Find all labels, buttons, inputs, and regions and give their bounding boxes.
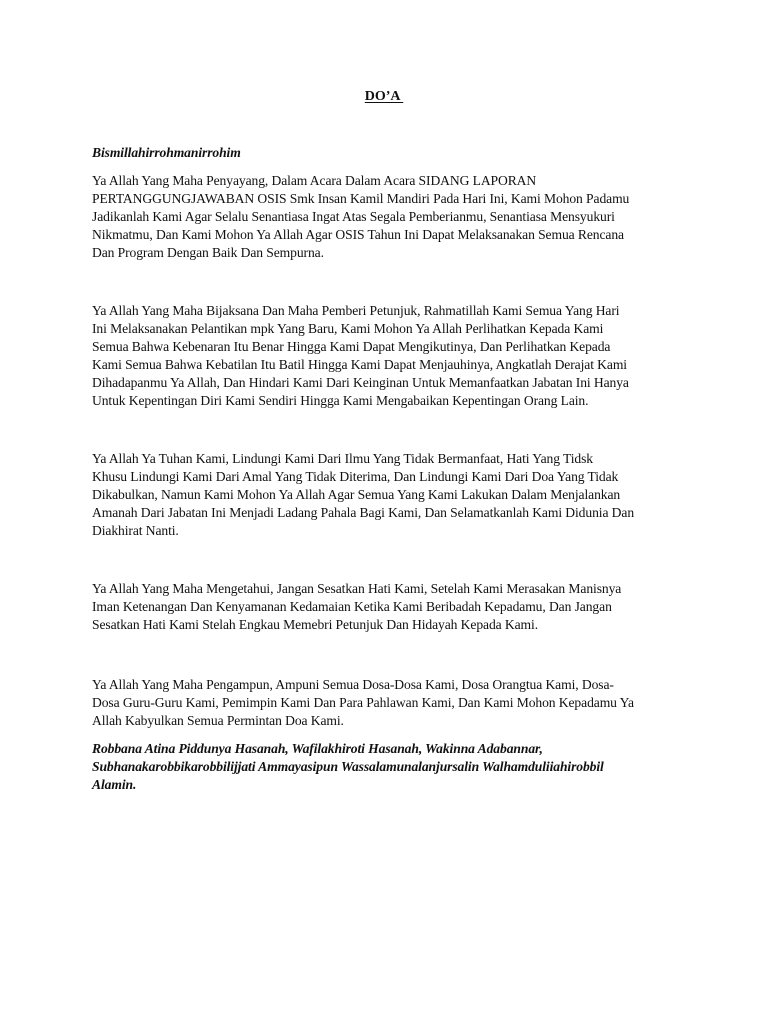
paragraph-1 [92, 172, 682, 262]
opening-text: Bismillahirrohmanirrohim [92, 145, 241, 160]
paragraph-line: Semua Bahwa Kebenaran Itu Benar Hingga Kami Dapat Mengikutinya, Dan Perlihatkan Kepada [92, 339, 611, 354]
paragraph-2 [92, 302, 682, 410]
closing-line: Subhanakarobbikarobbilijjati Ammayasipun Wassalamunalanjursalin Walhamduliiahirobbil [92, 759, 604, 774]
paragraph-line: Ya Allah Yang Maha Penyayang, Dalam Acara Dalam Acara SIDANG LAPORAN [92, 173, 537, 188]
paragraph-3 [92, 450, 682, 540]
document-title: DO’A [364, 89, 404, 104]
paragraph-line: Kami Semua Bahwa Kebatilan Itu Batil Hingga Kami Dapat Menjauhinya, Angkatlah Derajat Kami [92, 357, 627, 372]
opening-line [92, 144, 682, 162]
paragraph-4 [92, 580, 682, 634]
paragraph-line: Ya Allah Yang Maha Pengampun, Ampuni Semua Dosa-Dosa Kami, Dosa Orangtua Kami, Dosa- [92, 677, 614, 692]
paragraph-line: Ya Allah Yang Maha Mengetahui, Jangan Sesatkan Hati Kami, Setelah Kami Merasakan Manisnya [92, 581, 622, 596]
paragraph-line: Khusu Lindungi Kami Dari Amal Yang Tidak Diterima, Dan Lindungi Kami Dari Doa Yang Tidak [92, 469, 619, 484]
paragraph-line: Ini Melaksanakan Pelantikan mpk Yang Baru, Kami Mohon Ya Allah Perlihatkan Kepada Kami [92, 321, 604, 336]
paragraph-line: PERTANGGUNGJAWABAN OSIS Smk Insan Kamil Mandiri Pada Hari Ini, Kami Mohon Padamu [92, 191, 630, 206]
paragraph-line: Dan Program Dengan Baik Dan Sempurna. [92, 245, 324, 260]
closing-prayer [92, 740, 682, 794]
paragraph-line: Amanah Dari Jabatan Ini Menjadi Ladang Pahala Bagi Kami, Dan Selamatkanlah Kami Didunia Dan [92, 505, 635, 520]
paragraph-line: Dosa Guru-Guru Kami, Pemimpin Kami Dan Para Pahlawan Kami, Dan Kami Mohon Kepadamu Ya [92, 695, 634, 710]
closing-line: Robbana Atina Piddunya Hasanah, Wafilakhiroti Hasanah, Wakinna Adabannar, [92, 741, 543, 756]
paragraph-5 [92, 676, 682, 730]
paragraph-line: Diakhirat Nanti. [92, 523, 179, 538]
closing-line: Alamin. [92, 777, 137, 792]
paragraph-line: Dikabulkan, Namun Kami Mohon Ya Allah Agar Semua Yang Kami Lakukan Dalam Menjalankan [92, 487, 621, 502]
paragraph-line: Dihadapanmu Ya Allah, Dan Hindari Kami Dari Keinginan Untuk Memanfaatkan Jabatan Ini Hanya [92, 375, 629, 390]
paragraph-line: Untuk Kepentingan Diri Kami Sendiri Hingga Kami Mengabaikan Kepentingan Orang Lain. [92, 393, 589, 408]
paragraph-line: Jadikanlah Kami Agar Selalu Senantiasa Ingat Atas Segala Pemberianmu, Senantiasa Mensyukuri [92, 209, 615, 224]
paragraph-line: Nikmatmu, Dan Kami Mohon Ya Allah Agar OSIS Tahun Ini Dapat Melaksanakan Semua Rencana [92, 227, 624, 242]
paragraph-line: Ya Allah Yang Maha Bijaksana Dan Maha Pemberi Petunjuk, Rahmatillah Kami Semua Yang Hari [92, 303, 620, 318]
paragraph-line: Sesatkan Hati Kami Stelah Engkau Memebri Petunjuk Dan Hidayah Kepada Kami. [92, 617, 538, 632]
paragraph-line: Allah Kabyulkan Semua Permintan Doa Kami. [92, 713, 344, 728]
paragraph-line: Iman Ketenangan Dan Kenyamanan Kedamaian Ketika Kami Beribadah Kepadamu, Dan Jangan [92, 599, 612, 614]
paragraph-line: Ya Allah Ya Tuhan Kami, Lindungi Kami Dari Ilmu Yang Tidak Bermanfaat, Hati Yang Tidsk [92, 451, 593, 466]
